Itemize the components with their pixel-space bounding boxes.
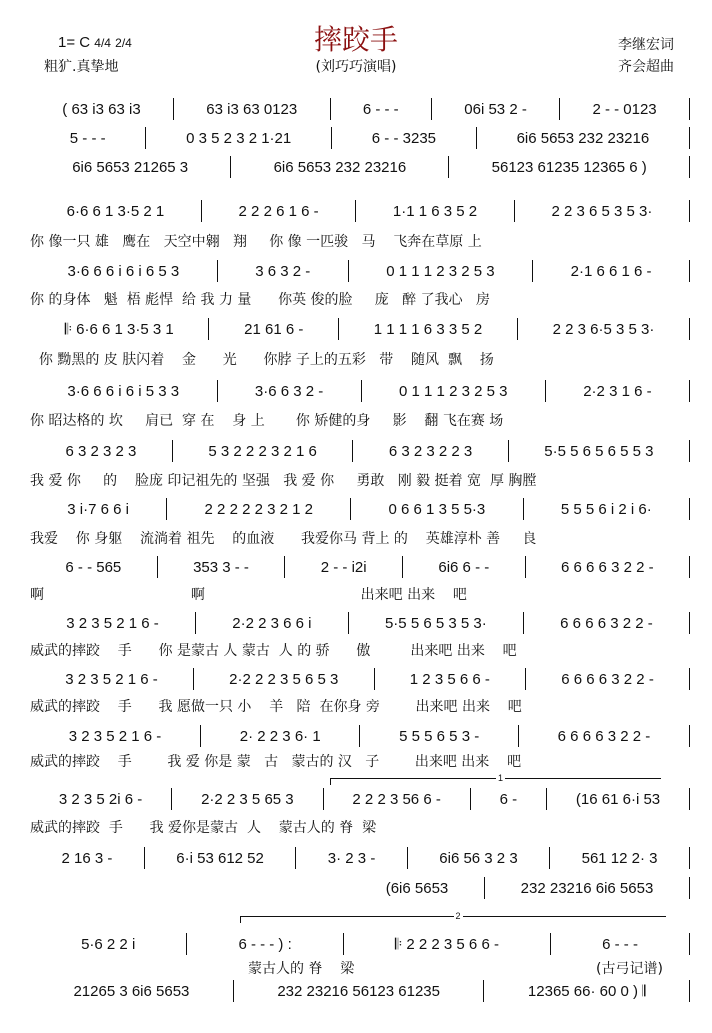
lyric-line: 你 像一只 雄 鹰在 天空中翱 翔 你 像 一匹骏 马 飞奔在草原 上 [30, 234, 482, 250]
measure: 232 23216 6i6 5653 [485, 877, 690, 899]
key: 1= C [58, 34, 91, 51]
staff-line [30, 980, 690, 1002]
measure: (16 61 6·i 53 [547, 788, 690, 810]
measure: 232 23216 56123 61235 [234, 980, 485, 1002]
measure: 𝄆 2 2 2 3 5 6 6 - [344, 933, 551, 955]
volta-1 [330, 773, 661, 785]
lyric-line: 我爱 你 身躯 流淌着 祖先 的血液 我爱你马 背上 的 英雄淳朴 善 良 [30, 531, 537, 547]
measure: ( 63 i3 63 i3 [30, 98, 174, 120]
measure: (6i6 5653 [350, 877, 485, 899]
measure: 2·2 2 3 6 6 i [196, 612, 349, 634]
measure: 2 2 3 6 5 3 5 3· [515, 200, 690, 222]
measure: 3 6 3 2 - [218, 260, 349, 282]
measure: 6 - - - [331, 98, 432, 120]
measure: 6 6 6 6 3 2 2 - [526, 556, 690, 578]
time-signature-1: 4/4 [94, 36, 111, 50]
measure: 5 - - - [30, 127, 146, 149]
measure: 56123 61235 12365 6 ) [449, 156, 690, 178]
staff-line [30, 725, 690, 747]
staff-line [30, 98, 690, 120]
measure: 2 - - i2i [285, 556, 403, 578]
measure: 2 16 3 - [30, 847, 145, 869]
measure: 5 5 5 6 i 2 i 6· [524, 498, 690, 520]
composer: 齐会超曲 [618, 59, 674, 75]
measure: 2·2 3 1 6 - [546, 380, 690, 402]
time-signature-2: 2/4 [115, 36, 132, 50]
lyric-line: 你 的身体 魁 梧 彪悍 给 我 力 量 你英 俊的脸 庞 醉 了我心 房 [30, 292, 490, 308]
measure: 353 3 - - [158, 556, 286, 578]
measure: 12365 66· 60 0 ) 𝄂 [484, 980, 690, 1002]
measure: 5 5 5 6 5 3 - [360, 725, 519, 747]
lyric-line: 你 黝黑的 皮 肤闪着 金 光 你脖 子上的五彩 带 随风 飘 扬 [30, 352, 494, 368]
measure: 𝄆 6·6 6 1 3·5 3 1 [30, 318, 209, 340]
staff-line [30, 127, 690, 149]
lyric-line: 威武的摔跤 手 我 愿做一只 小 羊 陪 在你身 旁 出来吧 出来 吧 [30, 699, 522, 715]
measure: 0 1 1 1 2 3 2 5 3 [349, 260, 533, 282]
staff-line [30, 788, 690, 810]
staff-line [30, 318, 690, 340]
measure: 5 3 2 2 2 3 2 1 6 [173, 440, 353, 462]
measure: 5·5 5 6 5 6 5 5 3 [509, 440, 690, 462]
measure: 21 61 6 - [209, 318, 339, 340]
staff-line [30, 668, 690, 690]
staff-line [350, 877, 690, 899]
measure: 0 3 5 2 3 2 1·21 [146, 127, 332, 149]
measure: 3 2 3 5 2 1 6 - [30, 725, 201, 747]
measure: 1 2 3 5 6 6 - [375, 668, 526, 690]
measure: 6i6 5653 21265 3 [30, 156, 231, 178]
measure: 6 6 6 6 3 2 2 - [526, 668, 690, 690]
measure: 3·6 6 3 2 - [218, 380, 362, 402]
measure: 6 - [471, 788, 547, 810]
measure: 2 2 2 6 1 6 - [202, 200, 356, 222]
measure: 3 i·7 6 6 i [30, 498, 167, 520]
measure: 6 6 6 6 3 2 2 - [519, 725, 690, 747]
measure: 2·2 2 3 5 65 3 [172, 788, 323, 810]
measure: 2 2 2 3 56 6 - [324, 788, 471, 810]
measure: 2· 2 2 3 6· 1 [201, 725, 360, 747]
staff-line [30, 380, 690, 402]
measure: 3·6 6 6 i 6 i 5 3 3 [30, 380, 218, 402]
measure: 6 - - 565 [30, 556, 158, 578]
staff-line [30, 440, 690, 462]
measure: 06i 53 2 - [432, 98, 560, 120]
staff-line [30, 556, 690, 578]
measure: 3 2 3 5 2 1 6 - [30, 612, 196, 634]
staff-line [30, 498, 690, 520]
measure: 1·1 1 6 3 5 2 [356, 200, 515, 222]
key-signature [58, 34, 132, 51]
lyric-line: 我 爱 你 的 脸庞 印记祖先的 坚强 我 爱 你 勇敢 刚 毅 挺着 宽 厚 胸膛 [30, 473, 537, 489]
staff-line [30, 847, 690, 869]
measure: 1 1 1 1 6 3 3 5 2 [339, 318, 518, 340]
staff-line [30, 612, 690, 634]
lyric-line: 啊 啊 出来吧 出来 吧 [30, 587, 467, 603]
staff-line [30, 260, 690, 282]
measure: 6·6 6 1 3·5 2 1 [30, 200, 202, 222]
measure: 3·6 6 6 i 6 i 6 5 3 [30, 260, 218, 282]
staff-line [30, 200, 690, 222]
song-title: 摔跤手 [313, 23, 398, 56]
measure: 2·1 6 6 1 6 - [533, 260, 690, 282]
measure: 2·2 2 2 3 5 6 5 3 [194, 668, 375, 690]
measure: 0 1 1 1 2 3 2 5 3 [362, 380, 546, 402]
measure: 0 6 6 1 3 5 5·3 [351, 498, 523, 520]
measure: 3 2 3 5 2 1 6 - [30, 668, 194, 690]
measure: 2 - - 0123 [560, 98, 690, 120]
measure: 2 2 3 6·5 3 5 3· [518, 318, 690, 340]
measure: 3 2 3 5 2i 6 - [30, 788, 172, 810]
lyric-line: 威武的摔跤 手 你 是蒙古 人 蒙古 人 的 骄 傲 出来吧 出来 吧 [30, 643, 517, 659]
measure: 5·5 5 6 5 3 5 3· [349, 612, 524, 634]
lyricist: 李继宏词 [618, 37, 674, 53]
measure: 6 - - - ) : [187, 933, 343, 955]
singer: (刘巧巧演唱) [315, 59, 397, 75]
measure: 2 2 2 2 2 3 2 1 2 [167, 498, 351, 520]
measure: 6i6 6 - - [403, 556, 526, 578]
measure: 6 3 2 3 2 3 [30, 440, 173, 462]
volta-label: 2 [455, 911, 461, 921]
tempo-style: 粗犷.真挚地 [44, 59, 119, 75]
measure: 6i6 56 3 2 3 [408, 847, 550, 869]
lyric-line: 威武的摔跤 手 我 爱 你是 蒙 古 蒙古的 汉 子 出来吧 出来 吧 [30, 754, 522, 770]
notation-note: (古弓记谱) [596, 961, 663, 977]
lyric-line: 蒙古人的 脊 梁 [248, 961, 355, 977]
measure: 63 i3 63 0123 [174, 98, 331, 120]
measure: 6i6 5653 232 23216 [231, 156, 449, 178]
measure: 6 - - - [551, 933, 690, 955]
measure: 21265 3 6i6 5653 [30, 980, 234, 1002]
measure: 6i6 5653 232 23216 [477, 127, 690, 149]
measure: 3· 2 3 - [296, 847, 407, 869]
measure: 6 - - 3235 [332, 127, 477, 149]
measure: 6·i 53 612 52 [145, 847, 297, 869]
measure: 6 6 6 6 3 2 2 - [524, 612, 690, 634]
staff-line [30, 933, 690, 955]
lyric-line: 威武的摔跤 手 我 爱你是蒙古 人 蒙古人的 脊 梁 [30, 820, 377, 836]
staff-line [30, 156, 690, 178]
volta-label: 1 [498, 773, 504, 783]
lyric-line: 你 昭达格的 坎 肩已 穿 在 身 上 你 矫健的身 影 翻 飞在赛 场 [30, 413, 504, 429]
volta-2 [240, 911, 666, 923]
measure: 6 3 2 3 2 2 3 [353, 440, 508, 462]
measure: 561 12 2· 3 [550, 847, 690, 869]
measure: 5·6 2 2 i [30, 933, 187, 955]
